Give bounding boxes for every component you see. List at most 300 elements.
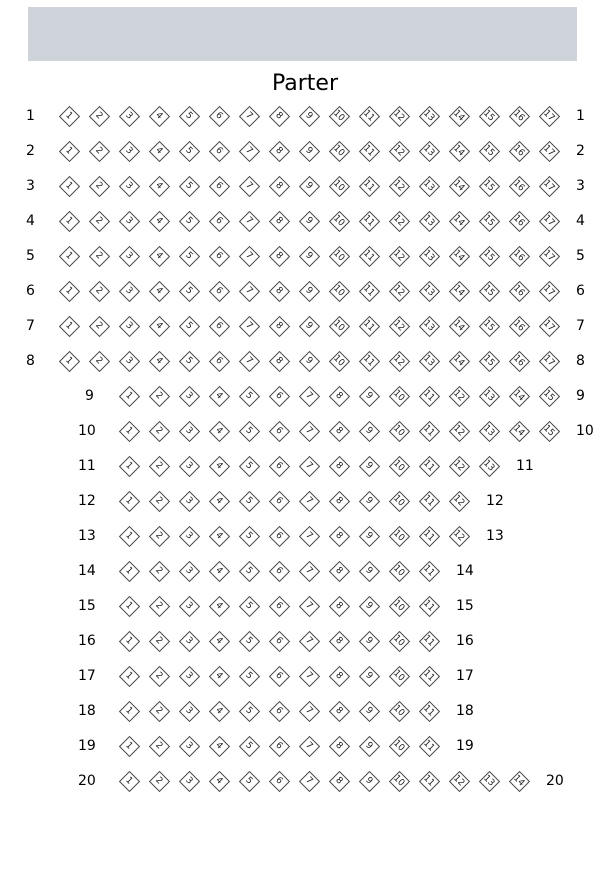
seat[interactable] xyxy=(297,734,321,758)
seat[interactable] xyxy=(387,559,411,583)
seat[interactable] xyxy=(507,139,531,163)
seat-number: 13 xyxy=(421,108,437,124)
seat[interactable] xyxy=(357,594,381,618)
seat[interactable] xyxy=(417,174,441,198)
seat[interactable] xyxy=(387,349,411,373)
seat[interactable] xyxy=(477,454,501,478)
seat[interactable] xyxy=(117,629,141,653)
seat[interactable] xyxy=(537,419,561,443)
seat[interactable] xyxy=(177,419,201,443)
seat[interactable] xyxy=(207,139,231,163)
seat[interactable] xyxy=(147,279,171,303)
seat[interactable] xyxy=(387,104,411,128)
seat[interactable] xyxy=(207,594,231,618)
seat[interactable] xyxy=(357,559,381,583)
seat[interactable] xyxy=(447,419,471,443)
seat[interactable] xyxy=(537,314,561,338)
seat[interactable] xyxy=(327,244,351,268)
seat[interactable] xyxy=(417,524,441,548)
seat[interactable] xyxy=(327,314,351,338)
seat[interactable] xyxy=(387,244,411,268)
seat[interactable] xyxy=(297,139,321,163)
seat[interactable] xyxy=(57,244,81,268)
seat[interactable] xyxy=(357,489,381,513)
seat[interactable] xyxy=(267,454,291,478)
seat[interactable] xyxy=(147,664,171,688)
seat[interactable] xyxy=(447,104,471,128)
seat[interactable] xyxy=(327,279,351,303)
seat[interactable] xyxy=(237,594,261,618)
seat[interactable] xyxy=(387,629,411,653)
seat-number: 11 xyxy=(361,318,377,334)
seat[interactable] xyxy=(447,244,471,268)
seat[interactable] xyxy=(147,209,171,233)
seat[interactable] xyxy=(297,594,321,618)
seat[interactable] xyxy=(177,664,201,688)
seat[interactable] xyxy=(87,279,111,303)
seat[interactable] xyxy=(357,314,381,338)
seat[interactable] xyxy=(237,734,261,758)
seat[interactable] xyxy=(417,769,441,793)
seat[interactable] xyxy=(267,769,291,793)
seat[interactable] xyxy=(357,174,381,198)
seat[interactable] xyxy=(297,489,321,513)
seat[interactable] xyxy=(237,419,261,443)
seat[interactable] xyxy=(207,384,231,408)
seat[interactable] xyxy=(57,279,81,303)
seat[interactable] xyxy=(507,244,531,268)
seat[interactable] xyxy=(387,664,411,688)
seat[interactable] xyxy=(177,559,201,583)
seat[interactable] xyxy=(537,349,561,373)
seat-number: 3 xyxy=(183,600,195,612)
seat[interactable] xyxy=(237,244,261,268)
seat[interactable] xyxy=(447,384,471,408)
seat[interactable] xyxy=(507,769,531,793)
seat[interactable] xyxy=(147,139,171,163)
seat[interactable] xyxy=(267,104,291,128)
seat[interactable] xyxy=(147,594,171,618)
seat-number: 11 xyxy=(361,178,377,194)
seat[interactable] xyxy=(447,489,471,513)
seat[interactable] xyxy=(417,664,441,688)
seat[interactable] xyxy=(417,559,441,583)
seat[interactable] xyxy=(267,384,291,408)
seat[interactable] xyxy=(537,139,561,163)
seat[interactable] xyxy=(177,769,201,793)
seat[interactable] xyxy=(177,524,201,548)
seat[interactable] xyxy=(267,699,291,723)
seat[interactable] xyxy=(357,734,381,758)
seat[interactable] xyxy=(117,559,141,583)
seat[interactable] xyxy=(327,769,351,793)
seat-number: 4 xyxy=(213,775,225,787)
seat[interactable] xyxy=(387,174,411,198)
seat[interactable] xyxy=(267,279,291,303)
seat-number: 17 xyxy=(541,283,557,299)
seat[interactable] xyxy=(207,524,231,548)
seat[interactable] xyxy=(207,699,231,723)
seat-number: 1 xyxy=(123,705,135,717)
seat[interactable] xyxy=(417,699,441,723)
seat[interactable] xyxy=(297,314,321,338)
seat[interactable] xyxy=(537,384,561,408)
seat[interactable] xyxy=(207,314,231,338)
seat[interactable] xyxy=(327,559,351,583)
seat[interactable] xyxy=(147,314,171,338)
seat[interactable] xyxy=(87,104,111,128)
seat[interactable] xyxy=(237,454,261,478)
seat[interactable] xyxy=(447,139,471,163)
seat[interactable] xyxy=(327,629,351,653)
seat[interactable] xyxy=(417,419,441,443)
seat[interactable] xyxy=(57,314,81,338)
seat[interactable] xyxy=(87,244,111,268)
seat[interactable] xyxy=(357,524,381,548)
seat[interactable] xyxy=(357,419,381,443)
seat[interactable] xyxy=(357,244,381,268)
seat[interactable] xyxy=(387,419,411,443)
seat-number: 8 xyxy=(273,320,285,332)
seat[interactable] xyxy=(387,699,411,723)
seat[interactable] xyxy=(327,419,351,443)
seat[interactable] xyxy=(447,769,471,793)
seat[interactable] xyxy=(327,384,351,408)
seat[interactable] xyxy=(177,349,201,373)
seat[interactable] xyxy=(207,559,231,583)
seat[interactable] xyxy=(207,734,231,758)
seat[interactable] xyxy=(237,104,261,128)
seat[interactable] xyxy=(87,174,111,198)
seat[interactable] xyxy=(267,349,291,373)
seat[interactable] xyxy=(207,174,231,198)
seat[interactable] xyxy=(267,314,291,338)
seat[interactable] xyxy=(357,209,381,233)
seat[interactable] xyxy=(177,384,201,408)
seat[interactable] xyxy=(477,139,501,163)
seat[interactable] xyxy=(477,349,501,373)
seat[interactable] xyxy=(507,349,531,373)
seat[interactable] xyxy=(447,174,471,198)
seat[interactable] xyxy=(117,419,141,443)
seat[interactable] xyxy=(417,349,441,373)
seat[interactable] xyxy=(87,139,111,163)
seat[interactable] xyxy=(327,139,351,163)
seat[interactable] xyxy=(327,209,351,233)
seat[interactable] xyxy=(507,384,531,408)
seat[interactable] xyxy=(507,279,531,303)
seat[interactable] xyxy=(177,139,201,163)
seat[interactable] xyxy=(207,244,231,268)
seat[interactable] xyxy=(417,734,441,758)
seat[interactable] xyxy=(477,174,501,198)
seat[interactable] xyxy=(327,349,351,373)
seat[interactable] xyxy=(117,209,141,233)
seat[interactable] xyxy=(477,769,501,793)
seat[interactable] xyxy=(357,139,381,163)
seat[interactable] xyxy=(357,104,381,128)
seat[interactable] xyxy=(297,174,321,198)
seat[interactable] xyxy=(237,524,261,548)
seat[interactable] xyxy=(387,314,411,338)
seat[interactable] xyxy=(387,734,411,758)
seat[interactable] xyxy=(327,734,351,758)
seat[interactable] xyxy=(297,419,321,443)
seat[interactable] xyxy=(147,419,171,443)
seat[interactable] xyxy=(507,314,531,338)
seat[interactable] xyxy=(177,279,201,303)
seat[interactable] xyxy=(147,454,171,478)
seat[interactable] xyxy=(417,244,441,268)
seat[interactable] xyxy=(477,244,501,268)
seat[interactable] xyxy=(477,209,501,233)
seat[interactable] xyxy=(147,489,171,513)
seat[interactable] xyxy=(57,139,81,163)
seat[interactable] xyxy=(447,454,471,478)
seat[interactable] xyxy=(327,454,351,478)
seat[interactable] xyxy=(177,314,201,338)
seat[interactable] xyxy=(237,384,261,408)
seat[interactable] xyxy=(207,209,231,233)
seat[interactable] xyxy=(237,664,261,688)
seat[interactable] xyxy=(387,139,411,163)
seat[interactable] xyxy=(267,594,291,618)
seat[interactable] xyxy=(117,349,141,373)
seat[interactable] xyxy=(147,244,171,268)
seat[interactable] xyxy=(327,104,351,128)
seat[interactable] xyxy=(117,279,141,303)
seat[interactable] xyxy=(297,524,321,548)
seat[interactable] xyxy=(267,524,291,548)
seat[interactable] xyxy=(87,314,111,338)
seat[interactable] xyxy=(297,454,321,478)
seat[interactable] xyxy=(327,524,351,548)
seat[interactable] xyxy=(177,209,201,233)
seat[interactable] xyxy=(357,769,381,793)
seat[interactable] xyxy=(237,314,261,338)
seat[interactable] xyxy=(417,139,441,163)
seat[interactable] xyxy=(327,594,351,618)
seat[interactable] xyxy=(57,104,81,128)
seat[interactable] xyxy=(87,209,111,233)
seat[interactable] xyxy=(477,384,501,408)
seat-number: 1 xyxy=(63,320,75,332)
seat[interactable] xyxy=(417,279,441,303)
seat[interactable] xyxy=(57,349,81,373)
seat-number: 3 xyxy=(183,670,195,682)
seat[interactable] xyxy=(417,454,441,478)
seat[interactable] xyxy=(447,349,471,373)
seat[interactable] xyxy=(267,209,291,233)
seat[interactable] xyxy=(237,699,261,723)
seat[interactable] xyxy=(297,104,321,128)
seat[interactable] xyxy=(537,209,561,233)
seat[interactable] xyxy=(147,769,171,793)
seat[interactable] xyxy=(207,454,231,478)
seat[interactable] xyxy=(117,734,141,758)
seat[interactable] xyxy=(357,664,381,688)
seat[interactable] xyxy=(297,384,321,408)
seat[interactable] xyxy=(477,279,501,303)
seat[interactable] xyxy=(237,139,261,163)
seat[interactable] xyxy=(447,209,471,233)
seat[interactable] xyxy=(297,769,321,793)
seat[interactable] xyxy=(177,699,201,723)
seat[interactable] xyxy=(147,384,171,408)
seat[interactable] xyxy=(147,734,171,758)
seat[interactable] xyxy=(387,454,411,478)
seat[interactable] xyxy=(537,174,561,198)
seat[interactable] xyxy=(507,419,531,443)
seat[interactable] xyxy=(357,454,381,478)
seat[interactable] xyxy=(297,664,321,688)
seat-number: 3 xyxy=(123,320,135,332)
seat[interactable] xyxy=(117,524,141,548)
seat[interactable] xyxy=(117,244,141,268)
seat[interactable] xyxy=(177,104,201,128)
seat[interactable] xyxy=(387,769,411,793)
seat[interactable] xyxy=(87,349,111,373)
seat[interactable] xyxy=(177,734,201,758)
seat[interactable] xyxy=(417,629,441,653)
seat[interactable] xyxy=(117,594,141,618)
seat[interactable] xyxy=(537,244,561,268)
seat[interactable] xyxy=(357,629,381,653)
seat[interactable] xyxy=(297,349,321,373)
seat[interactable] xyxy=(117,314,141,338)
seat[interactable] xyxy=(117,174,141,198)
seat[interactable] xyxy=(357,349,381,373)
seat[interactable] xyxy=(57,209,81,233)
seat[interactable] xyxy=(327,664,351,688)
seat[interactable] xyxy=(387,594,411,618)
seat[interactable] xyxy=(357,279,381,303)
seat[interactable] xyxy=(417,594,441,618)
seat[interactable] xyxy=(117,454,141,478)
seat[interactable] xyxy=(507,209,531,233)
seat[interactable] xyxy=(267,244,291,268)
seat[interactable] xyxy=(117,699,141,723)
seat[interactable] xyxy=(267,559,291,583)
seat[interactable] xyxy=(267,419,291,443)
seat[interactable] xyxy=(147,559,171,583)
seat[interactable] xyxy=(417,314,441,338)
seat[interactable] xyxy=(477,419,501,443)
seat[interactable] xyxy=(237,209,261,233)
seat[interactable] xyxy=(327,699,351,723)
seat[interactable] xyxy=(267,734,291,758)
seat-number: 4 xyxy=(213,705,225,717)
seat[interactable] xyxy=(117,769,141,793)
seat[interactable] xyxy=(357,699,381,723)
seat-number: 8 xyxy=(333,705,345,717)
seat[interactable] xyxy=(507,174,531,198)
seat[interactable] xyxy=(117,489,141,513)
seat[interactable] xyxy=(177,594,201,618)
seat[interactable] xyxy=(357,384,381,408)
seat[interactable] xyxy=(147,629,171,653)
seat[interactable] xyxy=(267,174,291,198)
seat[interactable] xyxy=(297,629,321,653)
seat[interactable] xyxy=(207,629,231,653)
seat-number: 10 xyxy=(391,423,407,439)
seat[interactable] xyxy=(447,314,471,338)
seat[interactable] xyxy=(237,174,261,198)
seat[interactable] xyxy=(147,349,171,373)
seat[interactable] xyxy=(417,384,441,408)
seat[interactable] xyxy=(147,174,171,198)
seat[interactable] xyxy=(297,209,321,233)
seat[interactable] xyxy=(237,279,261,303)
seat[interactable] xyxy=(417,104,441,128)
seat[interactable] xyxy=(477,104,501,128)
seat[interactable] xyxy=(297,559,321,583)
seat[interactable] xyxy=(117,664,141,688)
seat[interactable] xyxy=(117,139,141,163)
seat[interactable] xyxy=(177,454,201,478)
seat[interactable] xyxy=(117,104,141,128)
seat[interactable] xyxy=(237,769,261,793)
seat[interactable] xyxy=(297,279,321,303)
seat[interactable] xyxy=(297,244,321,268)
seat[interactable] xyxy=(177,174,201,198)
seat[interactable] xyxy=(267,489,291,513)
seat[interactable] xyxy=(237,489,261,513)
seat[interactable] xyxy=(537,104,561,128)
seat[interactable] xyxy=(147,524,171,548)
seat[interactable] xyxy=(297,699,321,723)
seat[interactable] xyxy=(387,279,411,303)
seat[interactable] xyxy=(237,559,261,583)
seat-number: 2 xyxy=(93,180,105,192)
seat[interactable] xyxy=(147,699,171,723)
seat[interactable] xyxy=(237,629,261,653)
seat[interactable] xyxy=(387,384,411,408)
seat[interactable] xyxy=(177,244,201,268)
seat[interactable] xyxy=(387,209,411,233)
seat[interactable] xyxy=(57,174,81,198)
seat[interactable] xyxy=(237,349,261,373)
seat[interactable] xyxy=(267,629,291,653)
seat[interactable] xyxy=(387,489,411,513)
seat[interactable] xyxy=(207,349,231,373)
seat[interactable] xyxy=(207,279,231,303)
seat[interactable] xyxy=(507,104,531,128)
seat[interactable] xyxy=(477,314,501,338)
seat[interactable] xyxy=(267,664,291,688)
seat[interactable] xyxy=(417,209,441,233)
seat[interactable] xyxy=(207,489,231,513)
seat[interactable] xyxy=(117,384,141,408)
seat[interactable] xyxy=(177,489,201,513)
seat[interactable] xyxy=(177,629,201,653)
seat[interactable] xyxy=(327,489,351,513)
seat[interactable] xyxy=(267,139,291,163)
seat-number: 2 xyxy=(93,320,105,332)
seat[interactable] xyxy=(447,524,471,548)
seat[interactable] xyxy=(207,664,231,688)
seat[interactable] xyxy=(387,524,411,548)
seat[interactable] xyxy=(417,489,441,513)
seat[interactable] xyxy=(207,769,231,793)
seat[interactable] xyxy=(447,279,471,303)
seat[interactable] xyxy=(147,104,171,128)
seat[interactable] xyxy=(207,104,231,128)
seat-number: 5 xyxy=(243,775,255,787)
seat[interactable] xyxy=(537,279,561,303)
seat[interactable] xyxy=(207,419,231,443)
seat[interactable] xyxy=(327,174,351,198)
